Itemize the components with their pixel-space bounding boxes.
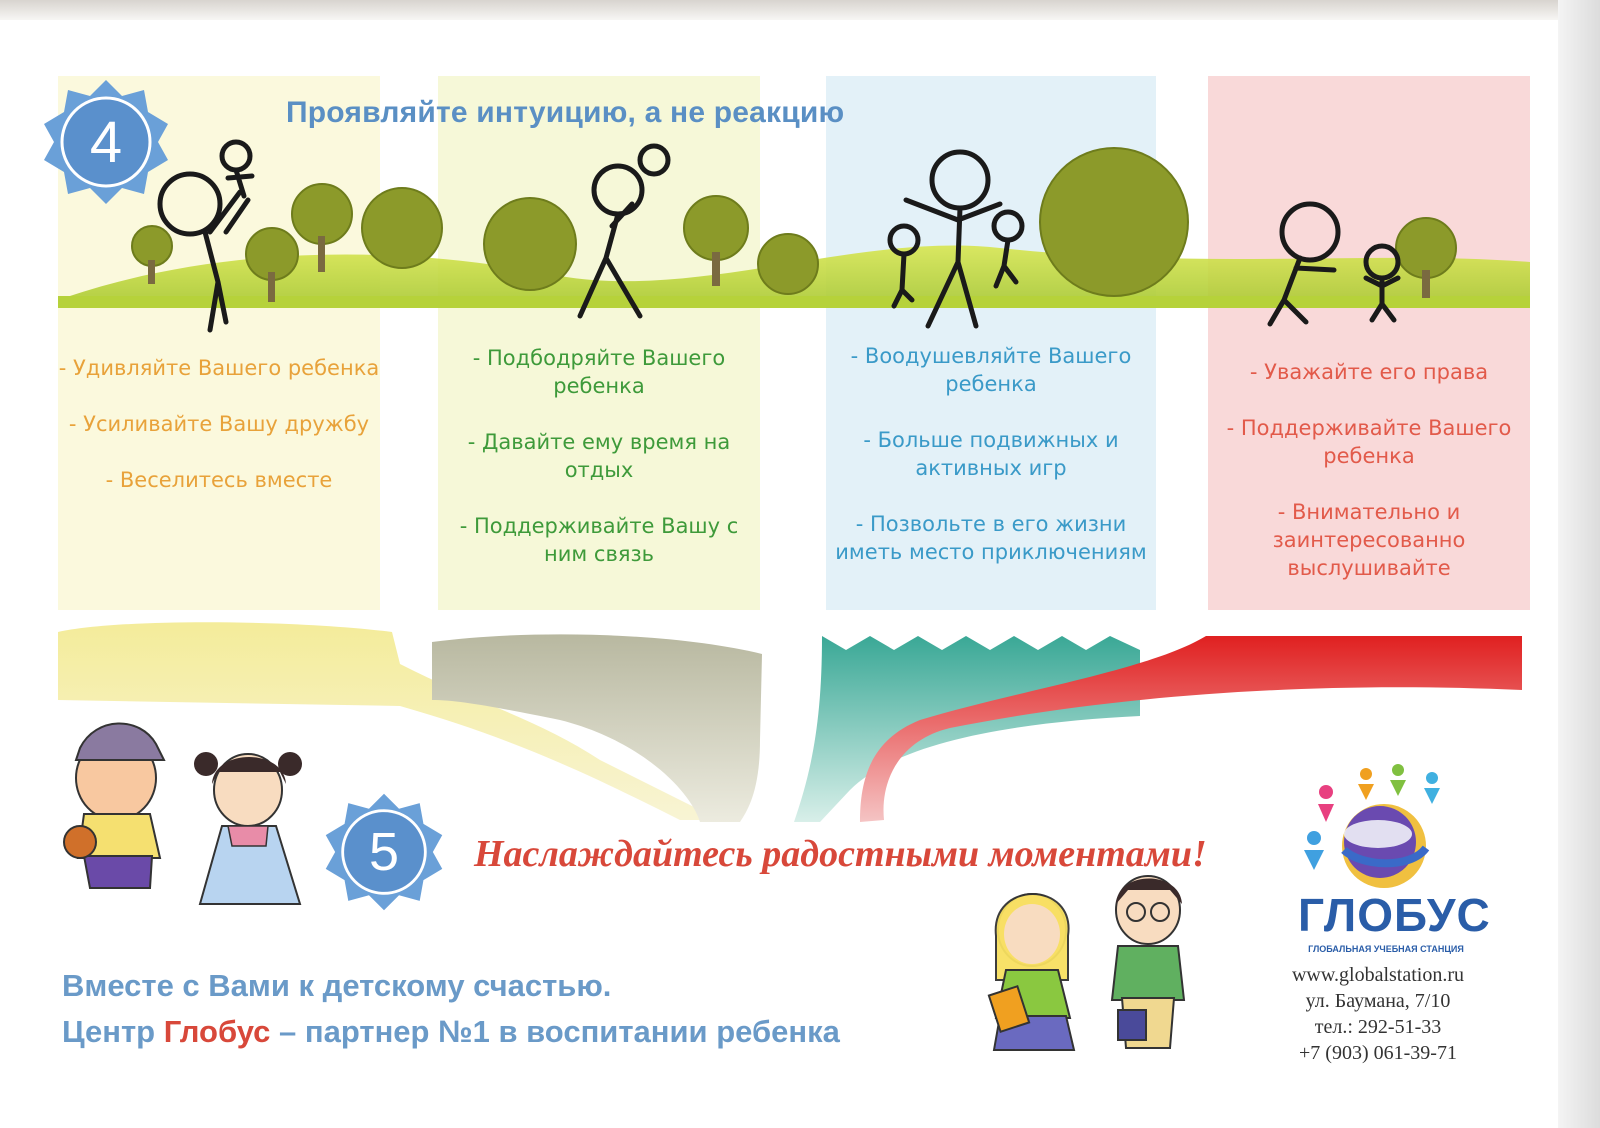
contact-phone-1: тел.: 292-51-33 (1314, 1016, 1442, 1038)
tip-text: - Веселитесь вместе (105, 468, 333, 492)
tips-column-4 (1208, 358, 1530, 610)
contact-phone-2: +7 (903) 061-39-71 (1299, 1042, 1457, 1064)
footer-suffix: – партнер №1 в воспитании ребенка (270, 1014, 840, 1049)
step-5-badge (322, 790, 446, 914)
tip-text: - Поддерживайте Вашу с ним связь (459, 514, 739, 566)
step-4-number: 4 (89, 109, 123, 175)
kids-illustration-right (989, 876, 1184, 1050)
kids-illustration-left (64, 723, 302, 904)
tip-text: - Подбодряйте Вашего ребенка (472, 346, 726, 398)
tip-text: - Удивляйте Вашего ребенка (58, 356, 380, 380)
tip-text: - Усиливайте Вашу дружбу (68, 412, 370, 436)
footer-slogan-line-2 (62, 1014, 840, 1050)
tip-text: - Внимательно и заинтересованно выслушивайте (1272, 500, 1466, 580)
contact-address: ул. Баумана, 7/10 (1305, 990, 1451, 1012)
tips-column-1 (58, 354, 380, 522)
logo-name: ГЛОБУС (1298, 889, 1491, 941)
tip-text: - Больше подвижных и активных игр (863, 428, 1119, 480)
tip-text: - Поддерживайте Вашего ребенка (1226, 416, 1512, 468)
tip-text: - Воодушевляйте Вашего ребенка (850, 344, 1132, 396)
contact-website: www.globalstation.ru (1291, 964, 1464, 986)
tips-column-2 (438, 344, 760, 596)
tip-text: - Уважайте его права (1249, 360, 1489, 384)
footer-brand: Глобус (163, 1014, 271, 1049)
footer-prefix: Центр (62, 1014, 164, 1049)
logo-tagline: ГЛОБАЛЬНАЯ УЧЕБНАЯ СТАНЦИЯ (1308, 944, 1464, 954)
step-5-slogan: Наслаждайтесь радостными моментами! (474, 833, 1207, 875)
tip-text: - Давайте ему время на отдых (467, 430, 731, 482)
tip-text: - Позвольте в его жизни иметь место приключениям (835, 512, 1147, 564)
tips-column-3 (826, 342, 1156, 594)
step-5-number: 5 (368, 822, 400, 882)
logo-emblem-icon (1280, 762, 1490, 892)
step-4-heading: Проявляйте интуицию, а не реакцию (286, 96, 845, 129)
step-4-badge (40, 76, 172, 208)
footer-slogan-line-1: Вместе с Вами к детскому счастью. (62, 968, 612, 1003)
